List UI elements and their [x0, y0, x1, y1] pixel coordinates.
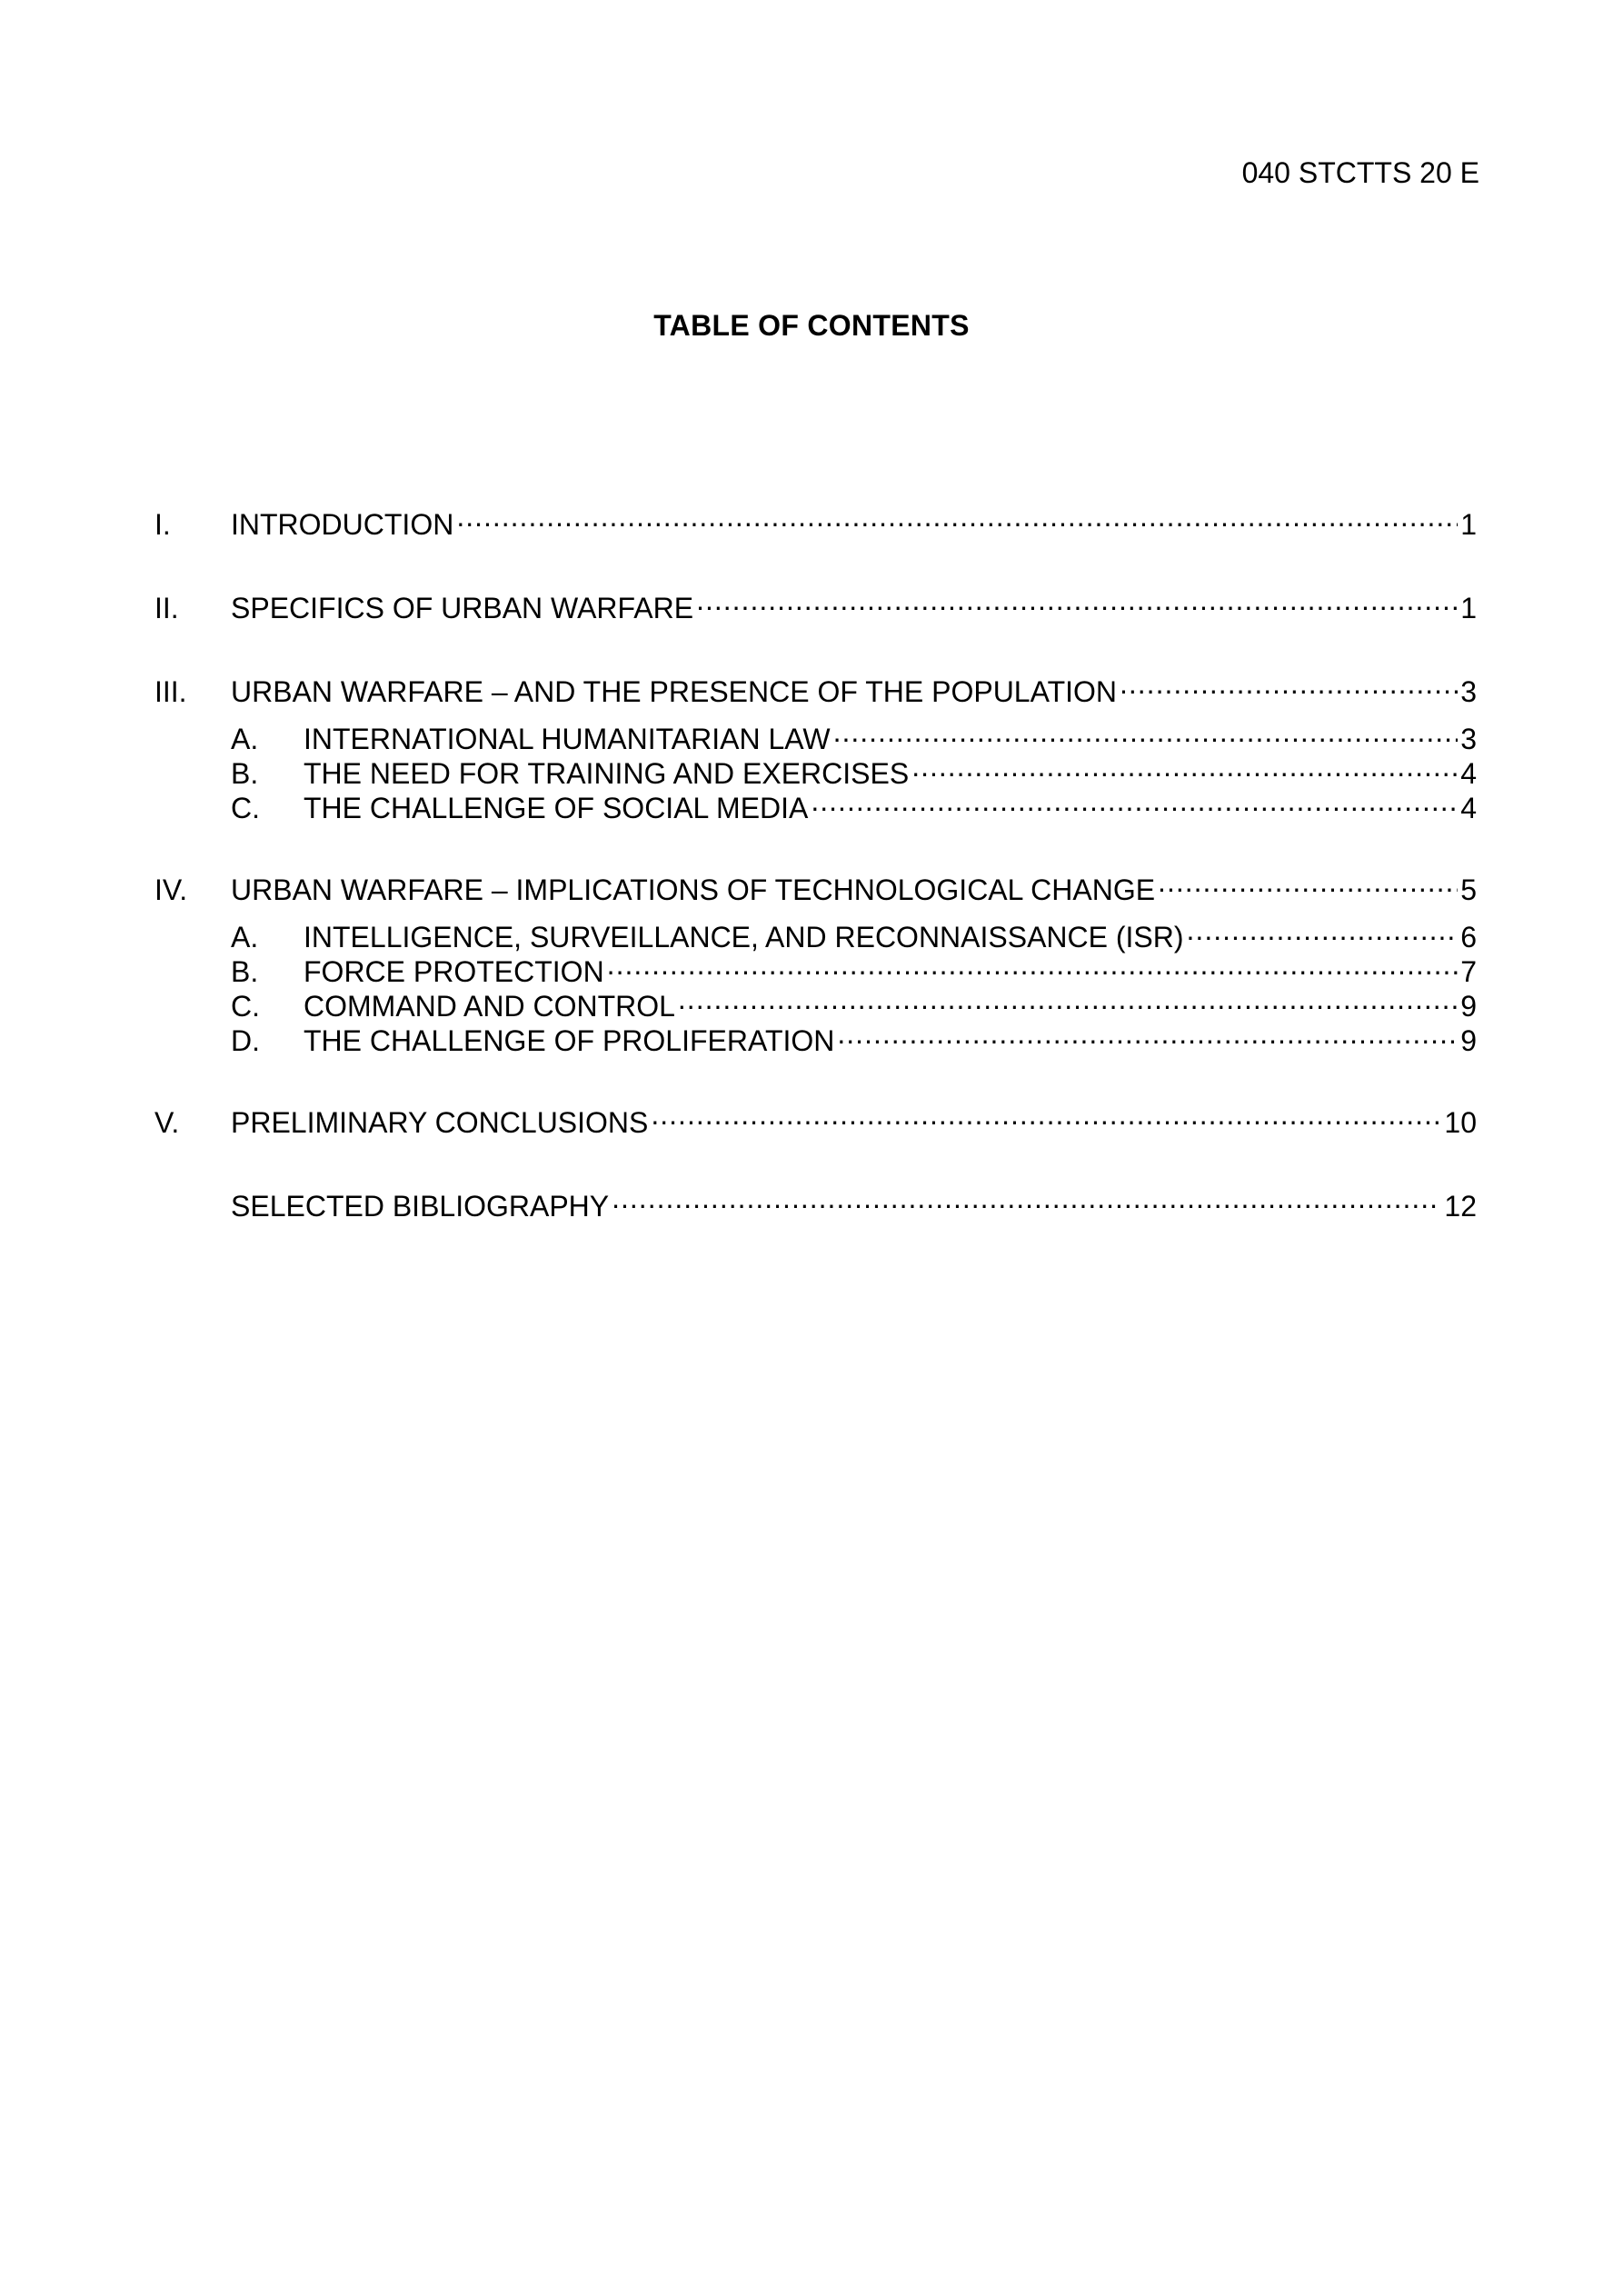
dot-leader — [1158, 863, 1458, 900]
document-code: 040 STCTTS 20 E — [1241, 156, 1479, 189]
toc-entry-page: 1 — [1460, 592, 1477, 624]
dot-leader — [607, 945, 1459, 982]
toc-section-2 — [154, 582, 1477, 624]
toc-entry-label: URBAN WARFARE – IMPLICATIONS OF TECHNOLOGICAL CHANGE — [231, 873, 1156, 906]
toc-subentry[interactable] — [154, 713, 1477, 755]
toc-subentry-label: COMMAND AND CONTROL — [304, 990, 675, 1023]
toc-subentry-label: THE NEED FOR TRAINING AND EXERCISES — [304, 757, 910, 790]
dot-leader — [811, 782, 1458, 818]
toc-subentry-page: 4 — [1460, 757, 1477, 790]
toc-subentry-letter: B. — [231, 955, 259, 988]
toc-entry-label: SPECIFICS OF URBAN WARFARE — [231, 592, 694, 624]
toc-subentry-letter: C. — [231, 990, 260, 1023]
toc-entry-page: 1 — [1460, 508, 1477, 541]
toc-subentry-letter: C. — [231, 792, 260, 824]
toc-entry-label: PRELIMINARY CONCLUSIONS — [231, 1106, 649, 1139]
table-of-contents — [154, 498, 1477, 1263]
toc-section-bibliography — [154, 1180, 1477, 1223]
toc-subentry-page: 6 — [1460, 921, 1477, 953]
toc-entry-number: V. — [154, 1106, 180, 1139]
toc-entry-number: IV. — [154, 873, 188, 906]
dot-leader — [612, 1180, 1441, 1216]
toc-entry[interactable] — [154, 863, 1477, 906]
toc-entry[interactable] — [154, 582, 1477, 624]
toc-entry-number: I. — [154, 508, 171, 541]
toc-entry-number: III. — [154, 675, 187, 708]
toc-section-5 — [154, 1096, 1477, 1139]
toc-entry-page: 12 — [1444, 1190, 1477, 1223]
toc-subentry-label: FORCE PROTECTION — [304, 955, 604, 988]
toc-subentry-letter: A. — [231, 723, 259, 755]
toc-subentry-letter: B. — [231, 757, 259, 790]
toc-subentry-letter: A. — [231, 921, 259, 953]
dot-leader — [696, 582, 1458, 618]
toc-section-4 — [154, 863, 1477, 1057]
toc-entry-label: SELECTED BIBLIOGRAPHY — [231, 1190, 610, 1223]
dot-leader — [837, 1014, 1458, 1051]
toc-subentry-label: THE CHALLENGE OF SOCIAL MEDIA — [304, 792, 809, 824]
toc-subentry-page: 9 — [1460, 1024, 1477, 1057]
toc-entry[interactable] — [154, 1096, 1477, 1139]
toc-entry-number: II. — [154, 592, 179, 624]
dot-leader — [678, 980, 1458, 1016]
toc-subentries — [154, 713, 1477, 824]
toc-subentry-label: INTERNATIONAL HUMANITARIAN LAW — [304, 723, 831, 755]
dot-leader — [456, 498, 1458, 534]
toc-entry-label: INTRODUCTION — [231, 508, 454, 541]
toc-subentries — [154, 911, 1477, 1057]
page-title: TABLE OF CONTENTS — [653, 309, 970, 342]
toc-subentry[interactable] — [154, 911, 1477, 953]
toc-entry[interactable] — [154, 498, 1477, 541]
toc-section-1 — [154, 498, 1477, 541]
toc-entry[interactable] — [154, 1180, 1477, 1223]
toc-subentry-page: 7 — [1460, 955, 1477, 988]
toc-entry-label: URBAN WARFARE – AND THE PRESENCE OF THE POPULATION — [231, 675, 1117, 708]
dot-leader — [911, 747, 1458, 784]
toc-subentry-page: 3 — [1460, 723, 1477, 755]
toc-subentry-letter: D. — [231, 1024, 260, 1057]
dot-leader — [651, 1096, 1441, 1133]
dot-leader — [1187, 911, 1459, 947]
toc-subentry-page: 9 — [1460, 990, 1477, 1023]
toc-entry-page: 10 — [1444, 1106, 1477, 1139]
toc-subentry-page: 4 — [1460, 792, 1477, 824]
dot-leader — [833, 713, 1459, 749]
toc-entry-page: 3 — [1460, 675, 1477, 708]
toc-subentry-label: THE CHALLENGE OF PROLIFERATION — [304, 1024, 835, 1057]
toc-entry-page: 5 — [1460, 873, 1477, 906]
toc-section-3 — [154, 665, 1477, 824]
dot-leader — [1120, 665, 1458, 702]
toc-subentry-label: INTELLIGENCE, SURVEILLANCE, AND RECONNAISSANCE (ISR) — [304, 921, 1184, 953]
toc-entry[interactable] — [154, 665, 1477, 708]
